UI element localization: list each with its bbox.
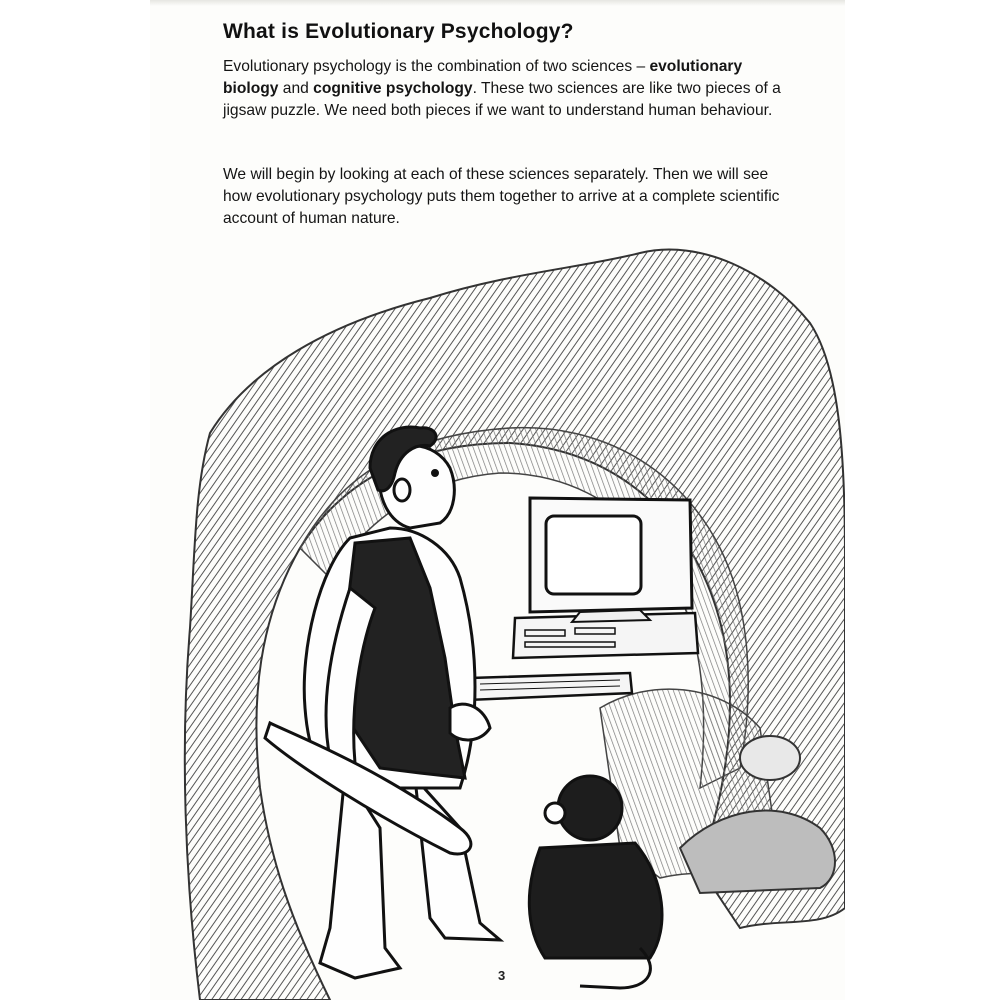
page-heading: What is Evolutionary Psychology? [223, 20, 574, 43]
plan-paragraph: We will begin by looking at each of these sciences separately. Then we will see how evolutionary psychology puts them together to arrive at a complete scientific account of human nature. [223, 166, 780, 227]
page-top-edge [150, 0, 845, 6]
intro-text-c: . These two sciences are like two pieces of a jigsaw puzzle. We need both pieces if we want to understand human behaviour. [223, 80, 781, 119]
monitor-stand [572, 610, 650, 622]
intro-text-a: Evolutionary psychology is the combination of two sciences – [223, 58, 650, 75]
term-cognitive-psychology: cognitive psychology [313, 80, 473, 97]
floor-rock [740, 736, 800, 780]
term-evolutionary-biology: evolutionary biology [223, 58, 743, 97]
cave-illustration [180, 228, 845, 1000]
intro-text-b: and [278, 80, 314, 97]
page-number: 3 [498, 968, 506, 983]
monitor-screen [546, 516, 641, 594]
intro-paragraph [223, 56, 788, 122]
